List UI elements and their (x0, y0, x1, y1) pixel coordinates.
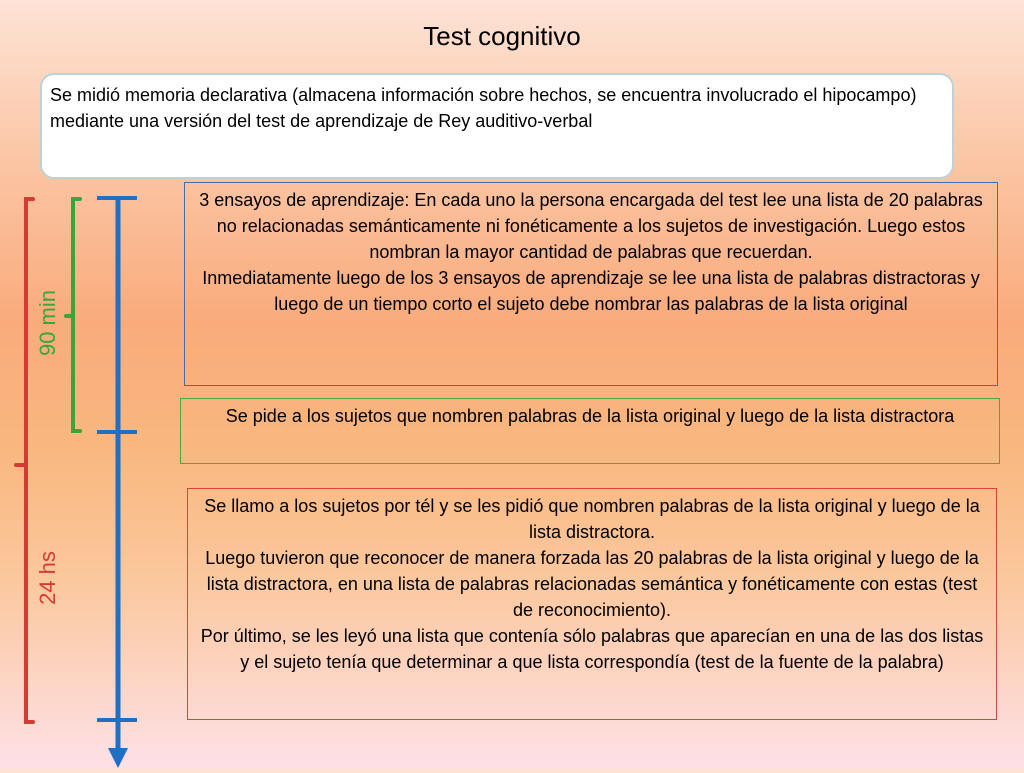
recall-text: Se pide a los sujetos que nombren palabras de la lista original y luego de la lista distractora (225, 406, 955, 426)
timeline-graphic (0, 0, 180, 768)
long-bracket (16, 199, 33, 722)
label-24-hs: 24 hs (35, 551, 60, 605)
slide-title: Test cognitivo (423, 21, 581, 51)
learning-trials-box (184, 182, 998, 386)
intro-box: Se midió memoria declarativa (almacena información sobre hechos, se encuentra involucrado el hipocampo) mediante una versión del test de aprendizaje de Rey auditivo-verbal (40, 73, 954, 179)
source-test-text: Por último, se les leyó una lista que contenía sólo palabras que aparecían en una de las dos listas y el sujeto tenía que determinar a que lista correspondía (test de la fuente de la palabra) (200, 626, 984, 672)
timeline (0, 0, 180, 768)
phone-followup-box (187, 488, 997, 720)
distractor-list-text: Inmediatamente luego de los 3 ensayos de aprendizaje se lee una lista de palabras distractoras y luego de un tiempo corto el sujeto debe nombrar las palabras de la lista original (202, 268, 980, 314)
recall-box (180, 398, 1000, 464)
timeline-arrowhead (108, 748, 128, 768)
short-bracket (66, 199, 80, 431)
label-90-min: 90 min (35, 289, 60, 357)
phone-recall-text: Se llamo a los sujetos por tél y se les pidió que nombren palabras de la lista original y luego de la lista distractora. (204, 496, 980, 542)
learning-trials-text: 3 ensayos de aprendizaje: En cada uno la persona encargada del test lee una lista de 20 palabras no relacionadas semánticamente ni fonéticamente a los sujetos de investigación. Luego estos nombran la mayor cantidad de palabras que recuerdan. (199, 190, 983, 262)
recognition-test-text: Luego tuvieron que reconocer de manera forzada las 20 palabras de la lista original y luego de la lista distractora, en una lista de palabras relacionadas semántica y fonéticamente con estas (test de reconocimiento). (205, 548, 979, 620)
